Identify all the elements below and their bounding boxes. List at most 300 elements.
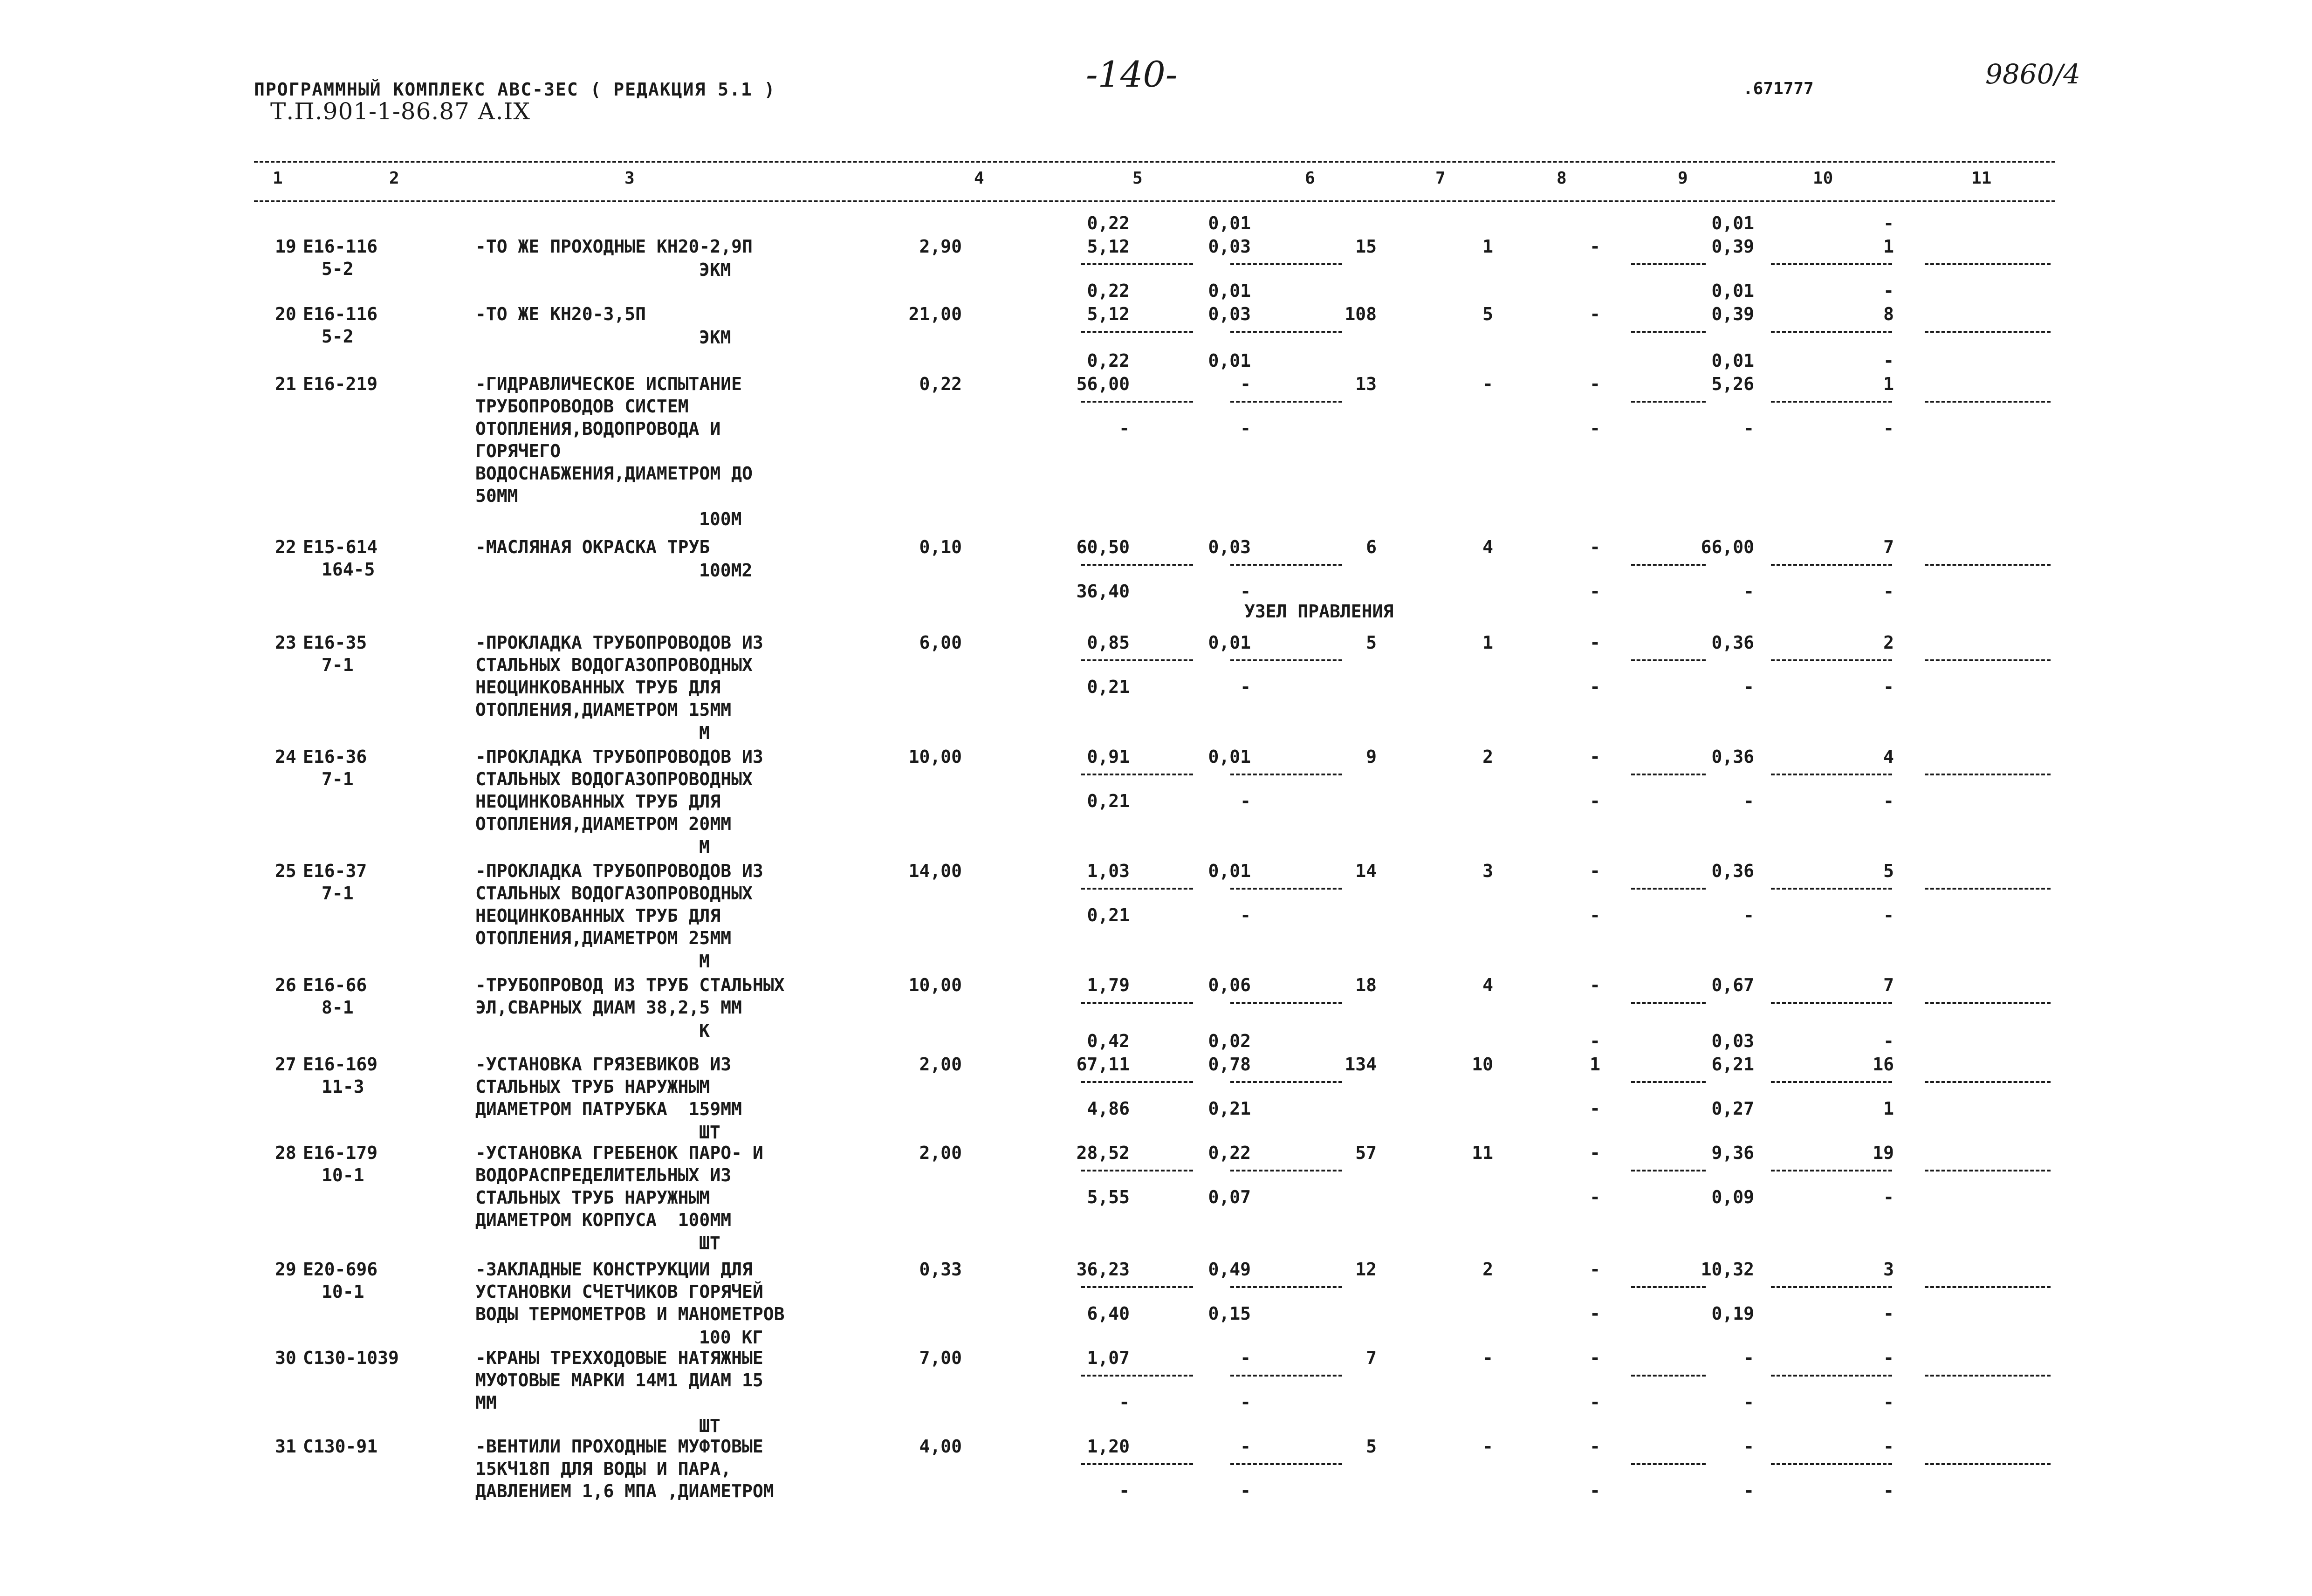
cell-c5: 5,12 <box>1087 236 1130 257</box>
sep-c6 <box>1230 774 1342 775</box>
cell-c8: 5 <box>1482 304 1493 324</box>
cell-c9-bottom: - <box>1590 1303 1600 1324</box>
row-description: -ГИДРАВЛИЧЕСКОЕ ИСПЫТАНИЕ ТРУБОПРОВОДОВ СИСТЕМ ОТОПЛЕНИЯ,ВОДОПРОВОДА И ГОРЯЧЕГО ВОДОСНАБЖЕНИЯ,ДИАМЕТРОМ ДО 50ММ <box>475 374 753 506</box>
cell-c6: 0,03 <box>1208 304 1251 324</box>
column-header-10: 10 <box>1813 169 1833 188</box>
sep-c5 <box>1081 331 1193 333</box>
row-code: Е16-169 <box>303 1054 378 1075</box>
sep-c11 <box>1925 564 2051 566</box>
cell-c6-bottom: - <box>1240 418 1251 438</box>
row-code: Е16-116 <box>303 236 378 257</box>
document-code: .671777 <box>1743 79 1814 98</box>
sep-c11 <box>1925 659 2051 661</box>
cell-c5: 0,91 <box>1087 747 1130 767</box>
cell-qty: 21,00 <box>908 304 962 324</box>
row-code: Е20-696 <box>303 1259 378 1280</box>
cell-c5: 0,85 <box>1087 632 1130 653</box>
page-number: -140- <box>1086 54 1178 95</box>
cell-c10: 0,36 <box>1711 861 1754 881</box>
cell-c10: 6,21 <box>1711 1054 1754 1075</box>
cell-c7: 15 <box>1355 236 1377 257</box>
row-code: С130-1039 <box>303 1348 399 1368</box>
cell-c7: 13 <box>1355 374 1377 394</box>
cell-c11: 8 <box>1883 304 1894 324</box>
cell-c5: 1,20 <box>1087 1436 1130 1457</box>
cell-c10-top: 0,01 <box>1711 281 1754 301</box>
cell-c9: - <box>1590 236 1600 257</box>
sep-c6 <box>1230 263 1342 265</box>
cell-c9: 1 <box>1590 1054 1600 1075</box>
cell-c6: 0,22 <box>1208 1143 1251 1163</box>
sep-c6 <box>1230 1286 1342 1288</box>
cell-c10: 0,39 <box>1711 236 1754 257</box>
row-description: -ВЕНТИЛИ ПРОХОДНЫЕ МУФТОВЫЕ 15КЧ18П ДЛЯ ВОДЫ И ПАРА, ДАВЛЕНИЕМ 1,6 МПА ,ДИАМЕТРОМ <box>475 1436 774 1501</box>
cell-c10: 0,39 <box>1711 304 1754 324</box>
sep-c5 <box>1081 1081 1193 1083</box>
sep-c9 <box>1631 1002 1706 1004</box>
cell-c5-bottom: 36,40 <box>1076 581 1130 602</box>
sep-c6 <box>1230 401 1342 403</box>
row-description: -ПРОКЛАДКА ТРУБОПРОВОДОВ ИЗ СТАЛЬНЫХ ВОДОГАЗОПРОВОДНЫХ НЕОЦИНКОВАННЫХ ТРУБ ДЛЯ ОТОПЛЕНИЯ,ДИАМЕТРОМ 15ММ <box>475 632 763 720</box>
cell-c8: - <box>1482 1436 1493 1457</box>
cell-c5: 1,03 <box>1087 861 1130 881</box>
cell-c9-bottom: - <box>1590 581 1600 602</box>
row-ref: 7-1 <box>322 883 354 904</box>
row-number: 27 <box>275 1054 296 1075</box>
sep-c10 <box>1771 1170 1892 1171</box>
cell-c9: - <box>1590 537 1600 557</box>
cell-c6: 0,03 <box>1208 236 1251 257</box>
row-description: -ТО ЖЕ КН20-3,5П <box>475 304 646 324</box>
cell-c8: 2 <box>1482 747 1493 767</box>
row-unit: М <box>699 837 710 857</box>
cell-c7: 9 <box>1366 747 1377 767</box>
row-unit: 100М2 <box>699 560 753 581</box>
sep-c10 <box>1771 1081 1892 1083</box>
cell-c11-top: - <box>1883 350 1894 371</box>
sep-c6 <box>1230 1081 1342 1083</box>
cell-c11: 4 <box>1883 747 1894 767</box>
cell-c10-bottom: - <box>1743 1392 1754 1412</box>
sep-c10 <box>1771 1002 1892 1004</box>
sep-c11 <box>1925 331 2051 333</box>
cell-c11-bottom: - <box>1883 1392 1894 1412</box>
cell-c11-bottom: - <box>1883 905 1894 925</box>
cell-c8: 11 <box>1472 1143 1493 1163</box>
cell-c11-bottom: - <box>1883 791 1894 811</box>
column-header-1: 1 <box>273 169 283 188</box>
cell-c11-top: - <box>1883 1031 1894 1051</box>
sep-c9 <box>1631 1170 1706 1171</box>
sep-c5 <box>1081 564 1193 566</box>
cell-c5: 28,52 <box>1076 1143 1130 1163</box>
cell-c10-top: 0,01 <box>1711 213 1754 233</box>
cell-c9: - <box>1590 304 1600 324</box>
cell-c7: 12 <box>1355 1259 1377 1280</box>
cell-qty: 2,90 <box>919 236 962 257</box>
cell-c8: - <box>1482 1348 1493 1368</box>
cell-qty: 7,00 <box>919 1348 962 1368</box>
column-header-8: 8 <box>1557 169 1567 188</box>
row-ref: 8-1 <box>322 997 354 1018</box>
row-number: 21 <box>275 374 296 394</box>
cell-c9: - <box>1590 747 1600 767</box>
row-number: 26 <box>275 975 296 995</box>
cell-c9-bottom: - <box>1590 1480 1600 1501</box>
row-description: -ЗАКЛАДНЫЕ КОНСТРУКЦИИ ДЛЯ УСТАНОВКИ СЧЕТЧИКОВ ГОРЯЧЕЙ ВОДЫ ТЕРМОМЕТРОВ И МАНОМЕТРОВ <box>475 1259 785 1324</box>
sep-c10 <box>1771 1286 1892 1288</box>
sep-c9 <box>1631 774 1706 775</box>
cell-c9: - <box>1590 975 1600 995</box>
cell-c5-bottom: - <box>1119 1480 1130 1501</box>
cell-c10: 0,67 <box>1711 975 1754 995</box>
column-header-2: 2 <box>389 169 399 188</box>
cell-c6: 0,01 <box>1208 632 1251 653</box>
cell-c9: - <box>1590 1259 1600 1280</box>
cell-c5-bottom: - <box>1119 418 1130 438</box>
cell-c6: 0,03 <box>1208 537 1251 557</box>
cell-qty: 0,10 <box>919 537 962 557</box>
row-code: Е15-614 <box>303 537 378 557</box>
cell-c7: 6 <box>1366 537 1377 557</box>
row-description: -МАСЛЯНАЯ ОКРАСКА ТРУБ <box>475 537 710 557</box>
cell-c10-bottom: - <box>1743 1480 1754 1501</box>
column-header-3: 3 <box>624 169 635 188</box>
row-unit: ЭКМ <box>699 260 731 280</box>
cell-c8: 4 <box>1482 537 1493 557</box>
sep-c10 <box>1771 564 1892 566</box>
cell-qty: 2,00 <box>919 1143 962 1163</box>
cell-c5: 56,00 <box>1076 374 1130 394</box>
row-ref: 5-2 <box>322 259 354 279</box>
row-code: Е16-35 <box>303 632 367 653</box>
cell-c10-bottom: 0,09 <box>1711 1187 1754 1207</box>
cell-c10: 0,36 <box>1711 632 1754 653</box>
cell-c9-bottom: - <box>1590 1098 1600 1119</box>
cell-c9-bottom: - <box>1590 1392 1600 1412</box>
row-description: -УСТАНОВКА ГРЕБЕНОК ПАРО- И ВОДОРАСПРЕДЕЛИТЕЛЬНЫХ ИЗ СТАЛЬНЫХ ТРУБ НАРУЖНЫМ ДИАМЕТРОМ КОРПУСА 100ММ <box>475 1143 763 1230</box>
cell-c8: 2 <box>1482 1259 1493 1280</box>
column-header-11: 11 <box>1971 169 1992 188</box>
cell-c10: - <box>1743 1436 1754 1457</box>
cell-c5-bottom: 4,86 <box>1087 1098 1130 1119</box>
cell-c11: - <box>1883 1348 1894 1368</box>
sep-c5 <box>1081 401 1193 403</box>
sep-c9 <box>1631 401 1706 403</box>
row-code: С130-91 <box>303 1436 378 1457</box>
cell-c8: 4 <box>1482 975 1493 995</box>
project-code: Т.П.901-1-86.87 А.IX <box>270 98 530 125</box>
row-number: 22 <box>275 537 296 557</box>
cell-c5-top: 0,22 <box>1087 350 1130 371</box>
sheet-number: 9860/4 <box>1985 58 2081 90</box>
sep-c9 <box>1631 331 1706 333</box>
cell-c8: 1 <box>1482 236 1493 257</box>
sep-c6 <box>1230 1170 1342 1171</box>
row-code: Е16-66 <box>303 975 367 995</box>
sep-c9 <box>1631 263 1706 265</box>
cell-c8: 10 <box>1472 1054 1493 1075</box>
cell-c6-bottom: 0,15 <box>1208 1303 1251 1324</box>
row-code: Е16-36 <box>303 747 367 767</box>
sep-c11 <box>1925 1170 2051 1171</box>
row-description: -ПРОКЛАДКА ТРУБОПРОВОДОВ ИЗ СТАЛЬНЫХ ВОДОГАЗОПРОВОДНЫХ НЕОЦИНКОВАННЫХ ТРУБ ДЛЯ ОТОПЛЕНИЯ,ДИАМЕТРОМ 25ММ <box>475 861 763 948</box>
sep-c5 <box>1081 659 1193 661</box>
row-description: -КРАНЫ ТРЕХХОДОВЫЕ НАТЯЖНЫЕ МУФТОВЫЕ МАРКИ 14М1 ДИАМ 15 ММ <box>475 1348 763 1413</box>
cell-c11: 3 <box>1883 1259 1894 1280</box>
sep-c9 <box>1631 1375 1706 1377</box>
cell-c7: 14 <box>1355 861 1377 881</box>
cell-c6-bottom: 0,07 <box>1208 1187 1251 1207</box>
sep-c5 <box>1081 263 1193 265</box>
sep-c5 <box>1081 1375 1193 1377</box>
cell-c11-bottom: - <box>1883 1187 1894 1207</box>
cell-c5-bottom: - <box>1119 1392 1130 1412</box>
sep-c11 <box>1925 1081 2051 1083</box>
sep-c10 <box>1771 331 1892 333</box>
cell-c10: 10,32 <box>1701 1259 1754 1280</box>
row-unit: М <box>699 951 710 972</box>
cell-c9: - <box>1590 861 1600 881</box>
row-number: 19 <box>275 236 296 257</box>
row-code: Е16-179 <box>303 1143 378 1163</box>
cell-c10-bottom: 0,27 <box>1711 1098 1754 1119</box>
cell-c7: 18 <box>1355 975 1377 995</box>
program-title: ПРОГРАММНЫЙ КОМПЛЕКС АВС-ЗЕС ( РЕДАКЦИЯ 5.1 ) <box>254 79 776 100</box>
row-ref: 164-5 <box>322 559 375 580</box>
row-ref: 7-1 <box>322 655 354 675</box>
row-number: 23 <box>275 632 296 653</box>
sep-c9 <box>1631 659 1706 661</box>
cell-c5: 36,23 <box>1076 1259 1130 1280</box>
cell-c7: 5 <box>1366 1436 1377 1457</box>
row-unit: ШТ <box>699 1122 720 1143</box>
cell-c6: - <box>1240 374 1251 394</box>
sep-c11 <box>1925 401 2051 403</box>
sep-c11 <box>1925 774 2051 775</box>
row-unit: М <box>699 723 710 743</box>
sep-c5 <box>1081 888 1193 890</box>
cell-c5-bottom: 0,21 <box>1087 905 1130 925</box>
row-ref: 10-1 <box>322 1281 364 1302</box>
cell-c6: 0,78 <box>1208 1054 1251 1075</box>
cell-c6-top: 0,01 <box>1208 213 1251 233</box>
cell-c7: 108 <box>1345 304 1377 324</box>
cell-qty: 2,00 <box>919 1054 962 1075</box>
row-description: -УСТАНОВКА ГРЯЗЕВИКОВ ИЗ СТАЛЬНЫХ ТРУБ НАРУЖНЫМ ДИАМЕТРОМ ПАТРУБКА 159ММ <box>475 1054 742 1119</box>
cell-c11: 2 <box>1883 632 1894 653</box>
cell-c6-bottom: 0,21 <box>1208 1098 1251 1119</box>
sep-c10 <box>1771 263 1892 265</box>
cell-c9-bottom: - <box>1590 791 1600 811</box>
header-rule-bottom <box>254 200 2055 202</box>
cell-c10: 66,00 <box>1701 537 1754 557</box>
cell-c10-bottom: 0,19 <box>1711 1303 1754 1324</box>
cell-c11: 1 <box>1883 374 1894 394</box>
cell-c5: 5,12 <box>1087 304 1130 324</box>
cell-c7: 57 <box>1355 1143 1377 1163</box>
cell-c9: - <box>1590 374 1600 394</box>
cell-c6-bottom: - <box>1240 1480 1251 1501</box>
cell-c5: 60,50 <box>1076 537 1130 557</box>
cell-c11-bottom: - <box>1883 581 1894 602</box>
cell-c9-top: - <box>1590 1031 1600 1051</box>
row-number: 29 <box>275 1259 296 1280</box>
cell-c11-bottom: - <box>1883 1303 1894 1324</box>
row-code: Е16-219 <box>303 374 378 394</box>
cell-qty: 0,22 <box>919 374 962 394</box>
cell-c5-bottom: 0,21 <box>1087 791 1130 811</box>
cell-c11-bottom: - <box>1883 1480 1894 1501</box>
sep-c6 <box>1230 1463 1342 1465</box>
row-description: -ПРОКЛАДКА ТРУБОПРОВОДОВ ИЗ СТАЛЬНЫХ ВОДОГАЗОПРОВОДНЫХ НЕОЦИНКОВАННЫХ ТРУБ ДЛЯ ОТОПЛЕНИЯ,ДИАМЕТРОМ 20ММ <box>475 747 763 834</box>
cell-c7: 7 <box>1366 1348 1377 1368</box>
cell-c11-bottom: - <box>1883 677 1894 697</box>
sep-c10 <box>1771 888 1892 890</box>
sep-c11 <box>1925 1286 2051 1288</box>
cell-qty: 10,00 <box>908 747 962 767</box>
sep-c11 <box>1925 1002 2051 1004</box>
row-number: 30 <box>275 1348 296 1368</box>
row-unit: ЭКМ <box>699 327 731 348</box>
sep-c5 <box>1081 1170 1193 1171</box>
cell-c9: - <box>1590 1436 1600 1457</box>
cell-c11: 1 <box>1883 236 1894 257</box>
cell-c9: - <box>1590 1348 1600 1368</box>
cell-c10: 0,36 <box>1711 747 1754 767</box>
row-number: 20 <box>275 304 296 324</box>
cell-c6: 0,01 <box>1208 747 1251 767</box>
cell-c6: - <box>1240 1436 1251 1457</box>
cell-c5-top: 0,22 <box>1087 213 1130 233</box>
cell-c11-top: - <box>1883 281 1894 301</box>
cell-c10-top: 0,01 <box>1711 350 1754 371</box>
cell-c6-top: 0,01 <box>1208 281 1251 301</box>
cell-c10-top: 0,03 <box>1711 1031 1754 1051</box>
cell-c8: 3 <box>1482 861 1493 881</box>
cell-c10-bottom: - <box>1743 905 1754 925</box>
column-header-7: 7 <box>1435 169 1446 188</box>
cell-c10: - <box>1743 1348 1754 1368</box>
cell-c5: 67,11 <box>1076 1054 1130 1075</box>
sep-c9 <box>1631 1081 1706 1083</box>
cell-c10-bottom: - <box>1743 677 1754 697</box>
cell-c6: 0,01 <box>1208 861 1251 881</box>
cell-c8: 1 <box>1482 632 1493 653</box>
sep-c10 <box>1771 659 1892 661</box>
column-header-4: 4 <box>974 169 984 188</box>
cell-qty: 0,33 <box>919 1259 962 1280</box>
row-ref: 5-2 <box>322 326 354 347</box>
sep-c11 <box>1925 263 2051 265</box>
cell-c5: 1,07 <box>1087 1348 1130 1368</box>
sep-c5 <box>1081 1286 1193 1288</box>
cell-c6: 0,06 <box>1208 975 1251 995</box>
cell-c5-bottom: 0,21 <box>1087 677 1130 697</box>
cell-c5-bottom: 6,40 <box>1087 1303 1130 1324</box>
cell-c9-bottom: - <box>1590 905 1600 925</box>
row-number: 25 <box>275 861 296 881</box>
cell-c10-bottom: - <box>1743 581 1754 602</box>
sep-c11 <box>1925 1375 2051 1377</box>
cell-c11: 19 <box>1873 1143 1894 1163</box>
sep-c6 <box>1230 1002 1342 1004</box>
cell-c9-bottom: - <box>1590 418 1600 438</box>
cell-c10: 9,36 <box>1711 1143 1754 1163</box>
row-ref: 11-3 <box>322 1076 364 1097</box>
cell-qty: 10,00 <box>908 975 962 995</box>
sep-c10 <box>1771 1463 1892 1465</box>
cell-c6-top: 0,01 <box>1208 350 1251 371</box>
cell-c11-bottom: 1 <box>1883 1098 1894 1119</box>
cell-c5-bottom: 5,55 <box>1087 1187 1130 1207</box>
cell-c10-bottom: - <box>1743 791 1754 811</box>
cell-c10-bottom: - <box>1743 418 1754 438</box>
cell-c7: 134 <box>1345 1054 1377 1075</box>
cell-c9: - <box>1590 1143 1600 1163</box>
cell-c9: - <box>1590 632 1600 653</box>
sep-c6 <box>1230 659 1342 661</box>
row-unit: К <box>699 1021 710 1041</box>
sep-c11 <box>1925 1463 2051 1465</box>
row-description: -ТО ЖЕ ПРОХОДНЫЕ КН20-2,9П <box>475 236 753 257</box>
node-note: УЗЕЛ ПРАВЛЕНИЯ <box>1244 601 1394 622</box>
row-number: 31 <box>275 1436 296 1457</box>
cell-c6-bottom: - <box>1240 791 1251 811</box>
sep-c6 <box>1230 1375 1342 1377</box>
cell-c11: - <box>1883 1436 1894 1457</box>
row-number: 28 <box>275 1143 296 1163</box>
sep-c6 <box>1230 888 1342 890</box>
sep-c10 <box>1771 774 1892 775</box>
sep-c10 <box>1771 401 1892 403</box>
cell-c6-bottom: - <box>1240 1392 1251 1412</box>
row-unit: ШТ <box>699 1233 720 1254</box>
row-code: Е16-37 <box>303 861 367 881</box>
cell-c5: 1,79 <box>1087 975 1130 995</box>
row-ref: 10-1 <box>322 1165 364 1185</box>
sep-c9 <box>1631 888 1706 890</box>
cell-c11-bottom: - <box>1883 418 1894 438</box>
cell-c9-bottom: - <box>1590 1187 1600 1207</box>
sep-c5 <box>1081 1463 1193 1465</box>
cell-c9-bottom: - <box>1590 677 1600 697</box>
cell-c6: 0,49 <box>1208 1259 1251 1280</box>
sep-c5 <box>1081 1002 1193 1004</box>
row-ref: 7-1 <box>322 769 354 789</box>
header-rule-top <box>254 161 2055 163</box>
cell-c5-top: 0,22 <box>1087 281 1130 301</box>
cell-qty: 14,00 <box>908 861 962 881</box>
cell-qty: 4,00 <box>919 1436 962 1457</box>
row-unit: 100 КГ <box>699 1327 763 1348</box>
row-number: 24 <box>275 747 296 767</box>
column-header-6: 6 <box>1305 169 1315 188</box>
cell-c11: 5 <box>1883 861 1894 881</box>
cell-c6-top: 0,02 <box>1208 1031 1251 1051</box>
cell-c11-top: - <box>1883 213 1894 233</box>
column-header-9: 9 <box>1678 169 1688 188</box>
column-header-5: 5 <box>1132 169 1143 188</box>
cell-c11: 16 <box>1873 1054 1894 1075</box>
row-unit: ШТ <box>699 1416 720 1436</box>
sep-c6 <box>1230 331 1342 333</box>
cell-c6-bottom: - <box>1240 581 1251 602</box>
sep-c10 <box>1771 1375 1892 1377</box>
sep-c5 <box>1081 774 1193 775</box>
sep-c9 <box>1631 1286 1706 1288</box>
cell-c5-top: 0,42 <box>1087 1031 1130 1051</box>
